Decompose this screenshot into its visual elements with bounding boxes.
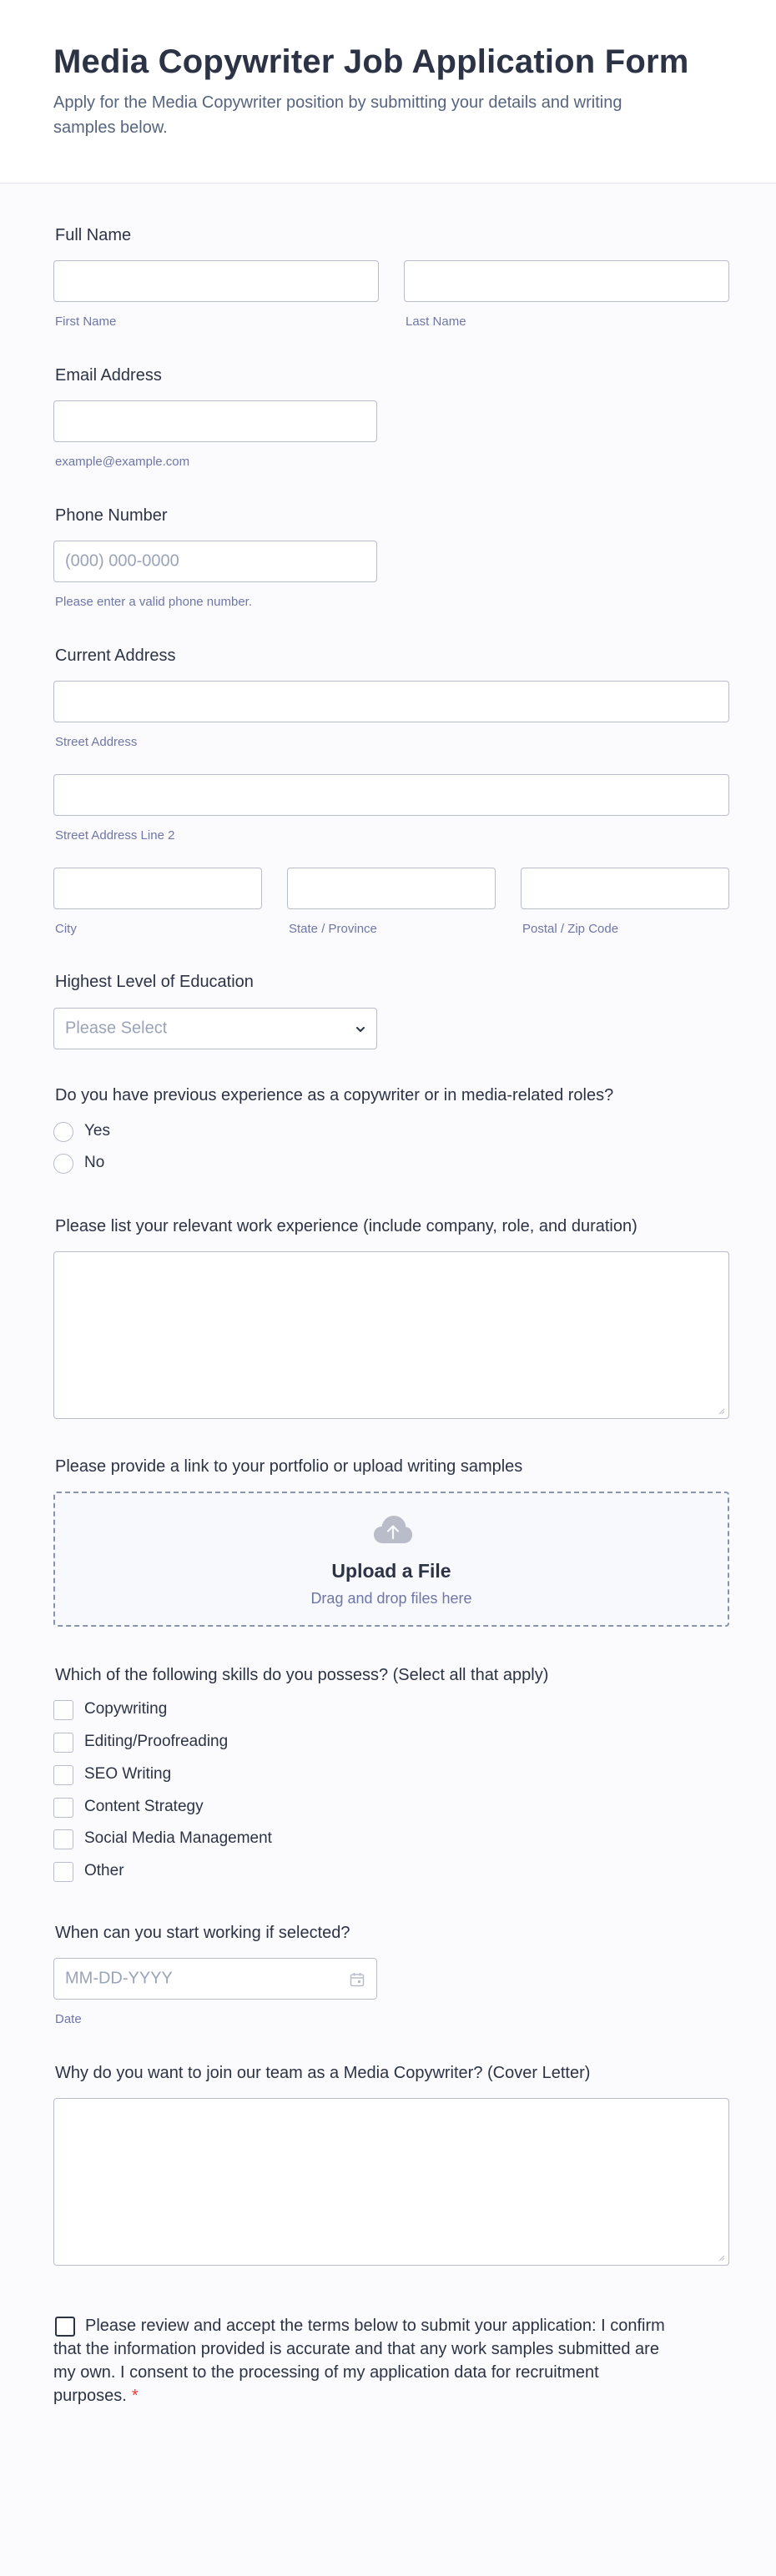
skill-social-media-checkbox[interactable]	[53, 1829, 73, 1849]
start-date-placeholder: MM-DD-YYYY	[65, 1969, 173, 1988]
skill-seo-label[interactable]: SEO Writing	[84, 1765, 172, 1783]
upload-title: Upload a File	[331, 1560, 451, 1582]
email-label: Email Address	[55, 366, 162, 385]
resize-grip-icon[interactable]	[717, 2253, 725, 2262]
experience-yes-radio[interactable]	[53, 1122, 73, 1142]
portfolio-label: Please provide a link to your portfolio or upload writing samples	[55, 1457, 523, 1476]
terms-text-block	[53, 2314, 671, 2407]
required-mark: *	[131, 2387, 139, 2405]
street-address-input[interactable]	[53, 681, 729, 722]
skills-label: Which of the following skills do you possess? (Select all that apply)	[55, 1666, 549, 1684]
start-date-input[interactable]	[53, 1958, 377, 2000]
skill-copywriting-checkbox[interactable]	[53, 1700, 73, 1720]
resize-grip-icon[interactable]	[717, 1406, 725, 1415]
street-address-line2-sublabel: Street Address Line 2	[55, 828, 175, 843]
form-subtitle: Apply for the Media Copywriter position by submitting your details and writing samples below.	[53, 93, 622, 137]
work-experience-label: Please list your relevant work experience (include company, role, and duration)	[55, 1217, 637, 1235]
education-select[interactable]	[53, 1008, 377, 1049]
cloud-upload-icon	[373, 1515, 413, 1545]
skill-other-checkbox[interactable]	[53, 1862, 73, 1882]
street-address-line2-input[interactable]	[53, 774, 729, 816]
education-label: Highest Level of Education	[55, 973, 254, 991]
address-label: Current Address	[55, 647, 176, 665]
last-name-sublabel: Last Name	[406, 314, 466, 329]
start-date-sublabel: Date	[55, 2012, 82, 2026]
skill-seo-checkbox[interactable]	[53, 1765, 73, 1785]
skill-content-strategy-label[interactable]: Content Strategy	[84, 1798, 204, 1815]
city-input[interactable]	[53, 868, 262, 909]
skill-content-strategy-checkbox[interactable]	[53, 1798, 73, 1818]
skill-other-label[interactable]: Other	[84, 1862, 124, 1879]
first-name-input[interactable]	[53, 260, 379, 302]
experience-no-label[interactable]: No	[84, 1154, 105, 1171]
last-name-input[interactable]	[404, 260, 729, 302]
skill-social-media-label[interactable]: Social Media Management	[84, 1829, 272, 1847]
skill-copywriting-label[interactable]: Copywriting	[84, 1700, 168, 1718]
skill-editing-checkbox[interactable]	[53, 1733, 73, 1753]
email-sublabel: example@example.com	[55, 455, 190, 469]
work-experience-textarea[interactable]	[53, 1251, 729, 1419]
state-input[interactable]	[287, 868, 496, 909]
phone-input[interactable]	[53, 541, 377, 582]
city-sublabel: City	[55, 922, 77, 936]
phone-placeholder: (000) 000-0000	[65, 551, 179, 571]
form-header	[0, 0, 776, 184]
education-selected-value: Please Select	[65, 1019, 168, 1038]
chevron-down-icon	[355, 1024, 366, 1035]
phone-sublabel: Please enter a valid phone number.	[55, 595, 252, 609]
zip-input[interactable]	[521, 868, 729, 909]
calendar-icon[interactable]	[350, 1972, 365, 1987]
cover-letter-textarea[interactable]	[53, 2098, 729, 2266]
email-input[interactable]	[53, 400, 377, 442]
experience-question-label: Do you have previous experience as a copywriter or in media-related roles?	[55, 1086, 614, 1104]
first-name-sublabel: First Name	[55, 314, 117, 329]
form-title: Media Copywriter Job Application Form	[53, 43, 689, 80]
experience-no-radio[interactable]	[53, 1154, 73, 1174]
upload-subtitle: Drag and drop files here	[310, 1590, 472, 1607]
full-name-label: Full Name	[55, 226, 132, 244]
street-address-sublabel: Street Address	[55, 735, 138, 749]
file-upload-dropzone[interactable]	[53, 1492, 729, 1627]
zip-sublabel: Postal / Zip Code	[522, 922, 619, 936]
start-date-label: When can you start working if selected?	[55, 1924, 350, 1942]
phone-label: Phone Number	[55, 506, 168, 525]
cover-letter-label: Why do you want to join our team as a Media Copywriter? (Cover Letter)	[55, 2064, 591, 2082]
skill-editing-label[interactable]: Editing/Proofreading	[84, 1733, 229, 1750]
experience-yes-label[interactable]: Yes	[84, 1122, 110, 1140]
terms-text: Please review and accept the terms below to submit your application: I confirm that the information provided is accurate and that any work samples submitted are my own. I consent to the processing of my application data for recruitment purposes.	[53, 2317, 665, 2405]
state-sublabel: State / Province	[289, 922, 377, 936]
